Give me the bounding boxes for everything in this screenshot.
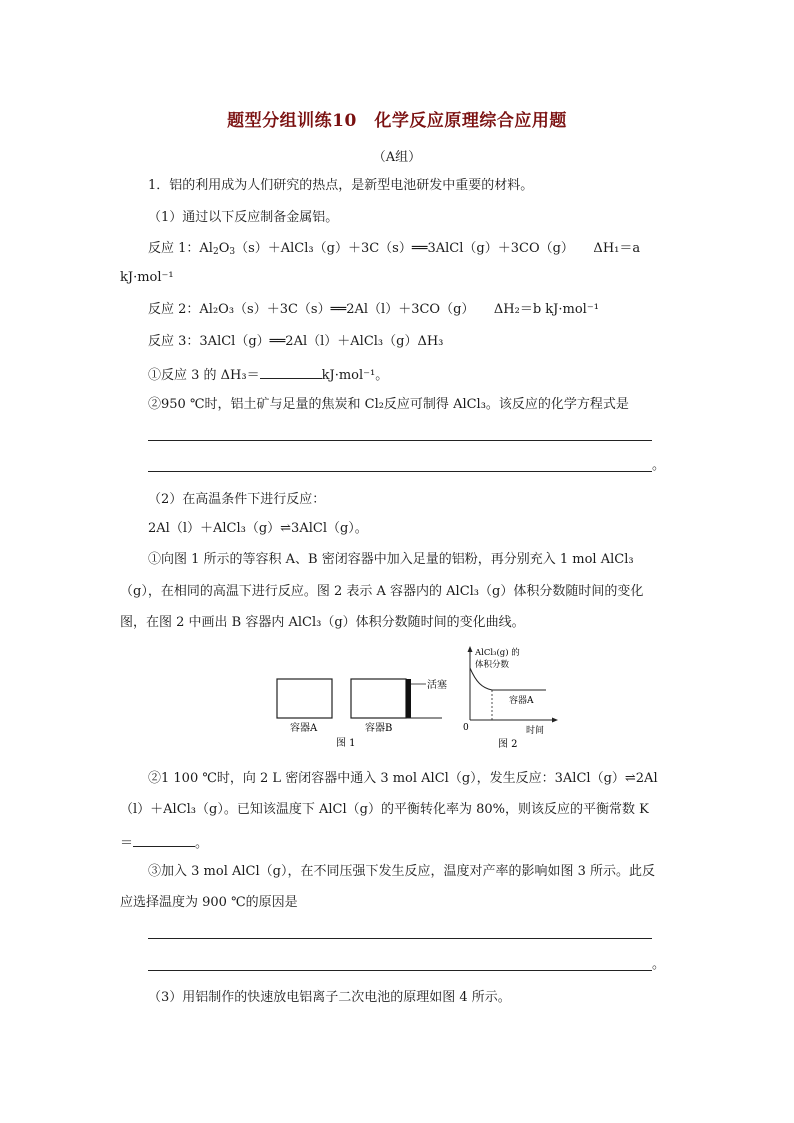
group-label: （A组） — [372, 150, 422, 165]
q1-1-prefix: ①反应 3 的 ΔH₃＝ — [148, 368, 260, 383]
answer-blank-k[interactable] — [133, 834, 195, 847]
end-mark-1: 。 — [652, 458, 666, 473]
figure-2-ylabel-2: 体积分数 — [475, 660, 510, 670]
figure-1 — [270, 668, 450, 750]
question-2-2-line-1: ②1 100 ℃时，向 2 L 密闭容器中通入 3 mol AlCl（g），发生反应：3AlCl（g）⇌2Al — [148, 771, 658, 786]
question-2-3-line-2: 应选择温度为 900 ℃的原因是 — [120, 895, 298, 910]
question-1-intro: 1．铝的利用成为人们研究的热点，是新型电池研发中重要的材料。 — [148, 178, 534, 193]
container-b-box — [351, 679, 406, 718]
question-2-1-line-1: ①向图 1 所示的等容积 A、B 密闭容器中加入足量的铝粉，再分别充入 1 mol AlCl₃ — [148, 552, 634, 567]
container-a-label: 容器A — [290, 723, 318, 734]
container-b-label: 容器B — [365, 723, 393, 734]
figure-2-y-arrow — [468, 646, 473, 652]
question-1-2: ②950 ℃时，铝土矿与足量的焦炭和 Cl₂反应可制得 AlCl₃。该反应的化学方程式是 — [148, 397, 629, 412]
reaction-1-body: （s）＋AlCl₃（g）＋3C（s）══3AlCl（g）＋3CO（g） ΔH₁＝a — [235, 241, 641, 256]
answer-line-3[interactable] — [148, 938, 652, 939]
part-1-heading: （1）通过以下反应制备金属铝。 — [148, 210, 339, 225]
reaction-1-prefix: 反应 1：Al — [148, 241, 213, 256]
reaction-1-unit: kJ·mol⁻¹ — [120, 270, 174, 285]
question-2-2-line-3 — [120, 834, 208, 852]
answer-line-1[interactable] — [148, 440, 652, 441]
reaction-1: 反应 1：$Al_2O_3(s)+AlCl_3(g)+3C(s)══3AlCl(g)+3CO(g)$ ΔH₁＝a — [148, 241, 641, 257]
answer-line-2[interactable] — [148, 471, 652, 472]
figure-2-x-arrow — [552, 718, 558, 723]
figure-2-ylabel-1: AlCl₃(g) 的 — [475, 648, 520, 658]
part-2-heading: （2）在高温条件下进行反应： — [148, 492, 326, 507]
container-a-curve — [470, 668, 492, 690]
q1-1-suffix: kJ·mol⁻¹。 — [321, 368, 389, 383]
reaction-3: 反应 3：3AlCl（g）══2Al（l）＋AlCl₃（g）ΔH₃ — [148, 334, 444, 349]
end-mark-2: 。 — [652, 957, 666, 972]
answer-blank-dh3[interactable] — [260, 366, 322, 379]
container-a-box — [277, 679, 332, 718]
figure-1-caption: 图 1 — [336, 738, 356, 749]
figure-2-xlabel: 时间 — [526, 726, 545, 736]
question-1-1 — [148, 366, 388, 384]
q2-2-suffix: 。 — [195, 836, 209, 851]
figure-2-series-label: 容器A — [509, 696, 534, 706]
part-2-reaction: 2Al（l）＋AlCl₃（g）⇌3AlCl（g）。 — [148, 521, 368, 536]
part-3-heading: （3）用铝制作的快速放电铝离子二次电池的原理如图 4 所示。 — [148, 990, 511, 1005]
piston-bar — [406, 679, 411, 718]
reaction-2: 反应 2：Al₂O₃（s）＋3C（s）══2Al（l）＋3CO（g） ΔH₂＝b kJ·mol⁻¹ — [148, 302, 599, 317]
question-2-1-line-2: （g），在相同的高温下进行反应。图 2 表示 A 容器内的 AlCl₃（g）体积分数随时间的变化 — [120, 584, 644, 599]
answer-line-4[interactable] — [148, 970, 652, 971]
q2-2-prefix: ＝ — [120, 836, 134, 851]
question-2-3-line-1: ③加入 3 mol AlCl（g），在不同压强下发生反应，温度对产率的影响如图 3 所示。此反 — [148, 864, 655, 879]
piston-label: 活塞 — [427, 680, 447, 691]
page-title: 题型分组训练10 化学反应原理综合应用题 — [227, 111, 567, 131]
figure-2 — [458, 644, 568, 750]
question-2-1-line-3: 图，在图 2 中画出 B 容器内 AlCl₃（g）体积分数随时间的变化曲线。 — [120, 615, 525, 630]
figure-2-origin: 0 — [463, 723, 469, 733]
figure-2-caption: 图 2 — [498, 739, 518, 750]
question-2-2-line-2: （l）＋AlCl₃（g）。已知该温度下 AlCl（g）的平衡转化率为 80%，则该反应的平衡常数 K — [120, 802, 649, 817]
